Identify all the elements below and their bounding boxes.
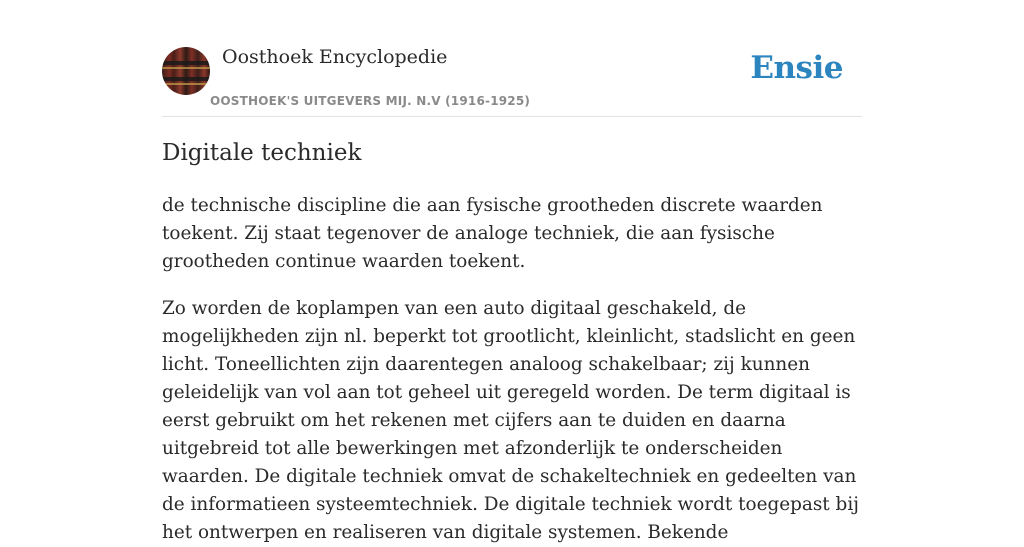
article-paragraph: de technische discipline die aan fysische grootheden discrete waarden toekent. Zij staat tegenover de analoge techniek, die aan fysische grootheden continue waarden toekent. — [162, 195, 823, 272]
avatar-gold-line — [162, 83, 210, 85]
avatar-gold-line — [162, 67, 210, 69]
header — [162, 0, 862, 117]
site-name-link[interactable]: Oosthoek Encyclopedie — [222, 46, 448, 68]
page-container — [162, 0, 862, 543]
brand-logo-link[interactable]: Ensie — [750, 50, 843, 86]
bookshelf-icon[interactable] — [162, 47, 210, 95]
publisher-label: OOSTHOEK'S UITGEVERS MIJ. N.V (1916-1925) — [210, 94, 531, 108]
avatar-band — [162, 77, 210, 81]
avatar-band — [162, 61, 210, 65]
article-paragraph: Zo worden de koplampen van een auto digitaal geschakeld, de mogelijkheden zijn nl. beperkt tot grootlicht, kleinlicht, stadslicht en geen licht. Toneellichten zijn daarentegen analoog schakelbaar; zij kunnen geleidelijk van vol aan tot geheel uit geregeld worden. De term digitaal is eerst gebruikt om het rekenen met cijfers aan te duiden en daarna uitgebreid tot alle bewerkingen met afzonderlijk te onderscheiden waarden. De digitale techniek omvat de schakeltechniek en gedeelten van de informatieen systeemtechniek. De digitale techniek wordt toegepast bij het ontwerpen en realiseren van digitale systemen. Bekende — [162, 298, 859, 543]
article-title: Digitale techniek — [162, 140, 362, 166]
